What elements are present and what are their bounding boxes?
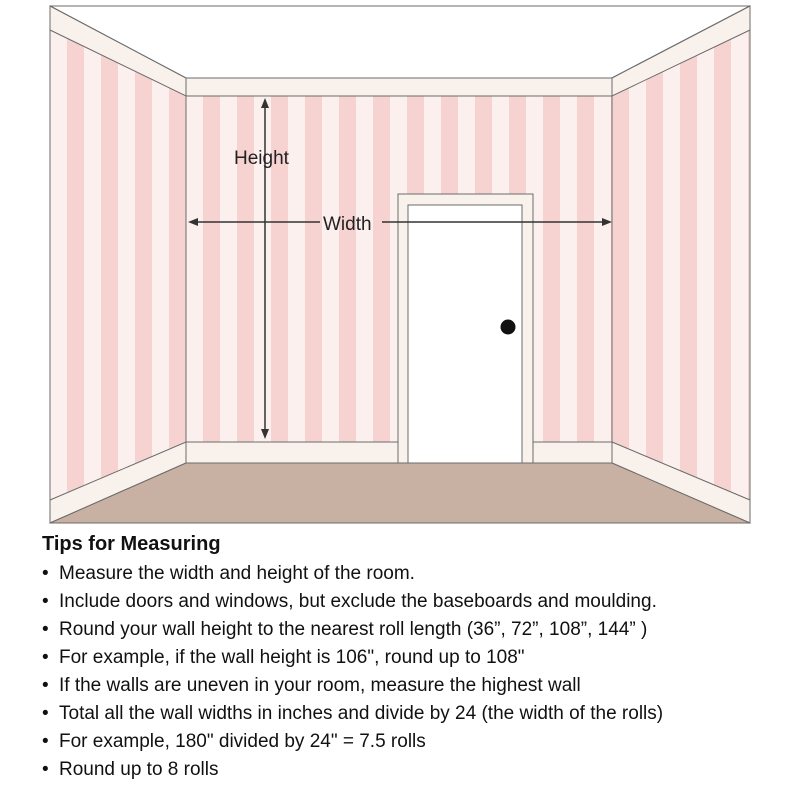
tips-list [42, 560, 787, 784]
tip-item: • If the walls are uneven in your room, measure the highest wall [42, 672, 787, 700]
tip-item: • Total all the wall widths in inches and divide by 24 (the width of the rolls) [42, 700, 787, 728]
tip-item: • For example, 180" divided by 24" = 7.5 rolls [42, 728, 787, 756]
width-label: Width [323, 214, 372, 235]
tips-section [42, 531, 787, 784]
door [408, 205, 522, 463]
back-crown-moulding [186, 78, 612, 96]
tip-item: • Round up to 8 rolls [42, 756, 787, 784]
tips-title: Tips for Measuring [42, 533, 221, 555]
doorknob [501, 320, 516, 335]
tip-item: • For example, if the wall height is 106", round up to 108" [42, 644, 787, 672]
height-label: Height [234, 148, 289, 169]
tip-item: • Include doors and windows, but exclude the baseboards and moulding. [42, 588, 787, 616]
tip-item: • Measure the width and height of the room. [42, 560, 787, 588]
tip-item: • Round your wall height to the nearest roll length (36”, 72”, 108”, 144” ) [42, 616, 787, 644]
